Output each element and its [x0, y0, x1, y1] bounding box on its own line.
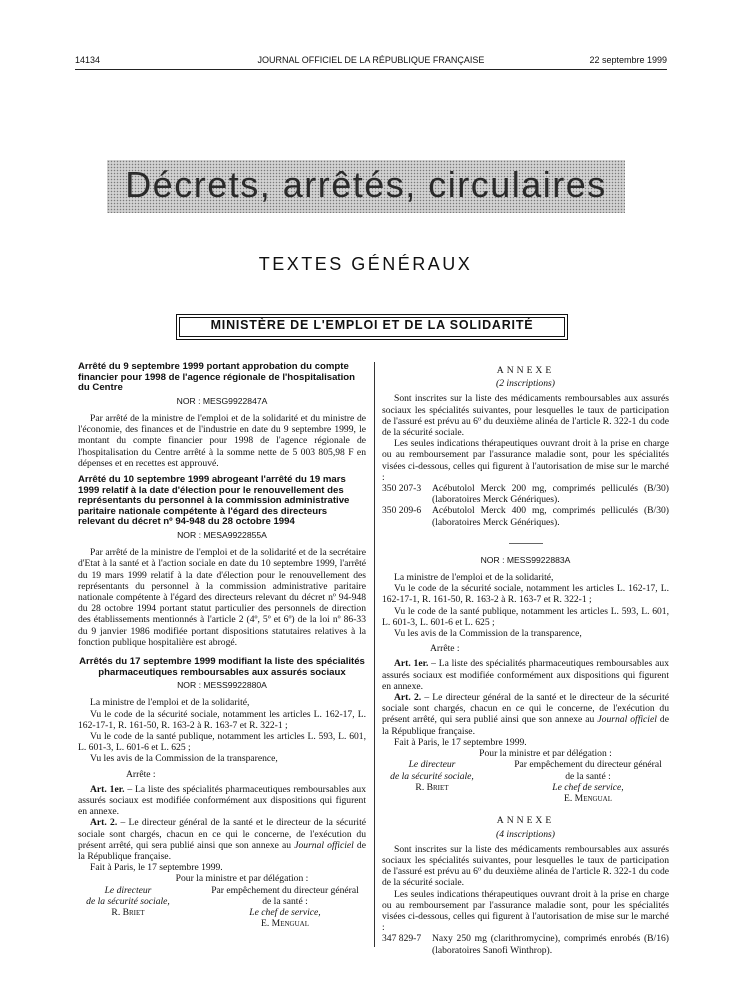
annex-count: (4 inscriptions)	[496, 828, 555, 840]
article-title: Arrêté du 9 septembre 1999 portant approbation du compte financier pour 1998 de l'agence régionale de l'hospitalisation du Centre	[78, 361, 355, 394]
article-label: Art. 2.	[394, 692, 422, 704]
preamble: La ministre de l'emploi et de la solidarité,	[90, 697, 250, 709]
article-2	[78, 817, 366, 862]
article-title: Arrêté du 10 septembre 1999 abrogeant l'arrêté du 19 mars 1999 relatif à la date d'élection pour le renouvellement des représentants du personnel à la commission administrative paritaire nationale compétente à l'égard des directeurs relevant du décret nº 94-948 du 28 octobre 1994	[78, 474, 350, 528]
article-label: Art. 1er.	[90, 783, 125, 795]
annex-title: ANNEXE	[496, 365, 555, 376]
section-banner	[107, 160, 625, 213]
section-title: TEXTES GÉNÉRAUX	[258, 254, 473, 274]
signatory-role: Le chef de service,	[552, 781, 624, 793]
signatory-role: de la sécurité sociale,	[86, 895, 170, 907]
signatory-name: R. Briet	[415, 781, 449, 793]
product-code: 350 209-6	[382, 505, 422, 517]
nor-reference: NOR : MESS9922883A	[480, 554, 571, 565]
signatory-role: Le directeur	[408, 759, 456, 771]
product-text: Naxy 250 mg (clarithromycine), comprimés enrobés (B/16) (laboratoires Sanofi Winthrop).	[432, 933, 669, 956]
issue-date: 22 septembre 1999	[589, 55, 667, 65]
signatory-role: Par empêchement du directeur général	[514, 759, 662, 771]
journal-title: JOURNAL OFFICIEL DE LA RÉPUBLIQUE FRANÇAISE	[257, 55, 485, 65]
visa: Vu le code de la santé publique, notamment les articles L. 593, L. 601, L. 601-3, L. 601-6 et L. 625 ;	[78, 731, 366, 754]
signatures	[78, 885, 366, 931]
signatory-name: E. Mengual	[564, 792, 612, 804]
visa: Vu le code de la sécurité sociale, notamment les articles L. 162-17, L. 162-17-1, R. 161-50, R. 163-2 à R. 163-7 et R. 322-1 ;	[382, 583, 669, 606]
banner-title: Décrets, arrêtés, circulaires	[125, 164, 607, 205]
delegation: Pour la ministre et par délégation :	[479, 748, 612, 760]
article-body: Par arrêté de la ministre de l'emploi et de la solidarité et de la secrétaire d'Etat à la santé et à l'action sociale en date du 10 septembre 1999, l'arrêté du 19 mars 1999 relatif à la date d'élection pour le renouvellement des représentants du personnel à la commission administrative paritaire nationale compétente à l'égard des directeurs relevant du décret nº 94-948 du 28 octobre 1994 portant statut particulier des personnels de direction des établissements mentionnés à l'article 2 (4º, 5º et 6º) de la loi nº 86-33 du 9 janvier 1986 modifiée portant dispositions statutaires relatives à la fonction publique hospitalière est abrogé.	[78, 547, 366, 648]
preamble: La ministre de l'emploi et de la solidarité,	[394, 572, 554, 584]
article-1	[382, 658, 669, 692]
ministry-name: MINISTÈRE DE L'EMPLOI ET DE LA SOLIDARITÉ	[210, 318, 534, 332]
article-text: de la République française.	[382, 714, 669, 737]
annex-count: (2 inscriptions)	[496, 378, 555, 390]
ministry-box	[176, 314, 568, 340]
visa: Vu le code de la sécurité sociale, notamment les articles L. 162-17, L. 162-17-1, R. 161-50, R. 163-2 à R. 163-7 et R. 322-1 ;	[78, 708, 366, 731]
left-column	[78, 362, 366, 931]
journal-reference: Journal officiel	[597, 714, 657, 726]
signatory-role: de la santé :	[262, 895, 308, 907]
annex-paragraph: Sont inscrites sur la liste des médicaments remboursables aux assurés sociaux les spécialités suivantes, pour lesquelles le taux de participation de l'assuré est prévu au 6º du deuxième alinéa de l'article R. 322-1 du code de la sécurité sociale.	[382, 393, 669, 439]
annex-paragraph: Les seules indications thérapeutiques ouvrant droit à la prise en charge ou au remboursement par l'assurance maladie sont, pour les spécialités visées ci-dessous, celles qui figurent à l'autorisation de mise sur le marché :	[382, 888, 669, 934]
product-text: Acébutolol Merck 400 mg, comprimés pelliculés (B/30) (laboratoires Merck Génériques).	[432, 505, 669, 528]
product-code: 350 207-3	[382, 483, 422, 495]
article-2	[382, 692, 669, 737]
place-date: Fait à Paris, le 17 septembre 1999.	[90, 862, 223, 874]
article-1	[78, 784, 366, 818]
page-header	[75, 55, 667, 67]
product-text: Acébutolol Merck 200 mg, comprimés pelliculés (B/30) (laboratoires Merck Génériques).	[432, 483, 669, 506]
page-number: 14134	[75, 55, 101, 65]
product-code: 347 829-7	[382, 933, 422, 945]
signatory-name: E. Mengual	[261, 918, 309, 930]
list-item	[382, 933, 669, 955]
article-text: – Le directeur général de la santé et le directeur de la sécurité sociale sont chargés, chacun en ce qui le concerne, de l'exécution du présent arrêté, qui sera publié ainsi que son annexe au	[382, 692, 670, 726]
annex-title: ANNEXE	[496, 815, 555, 827]
visa: Vu les avis de la Commission de la transparence,	[90, 753, 278, 765]
nor-reference: NOR : MESA9922855A	[177, 529, 267, 540]
column-divider	[374, 362, 375, 947]
delegation: Pour la ministre et par délégation :	[175, 873, 309, 885]
article-text: – La liste des spécialités pharmaceutiques remboursables aux assurés sociaux est modifiée conformément aux dispositions qui figurent en annexe.	[78, 783, 366, 818]
article-text: de la République française.	[78, 839, 366, 863]
nor-reference: NOR : MESS9922880A	[177, 680, 267, 691]
article-text: – La liste des spécialités pharmaceutiques remboursables aux assurés sociaux est modifiée conformément aux dispositions qui figurent en annexe.	[382, 658, 669, 692]
article-text: – Le directeur général de la santé et le directeur de la sécurité sociale sont chargés, chacun en ce qui le concerne, de l'exécution du présent arrêté, qui sera publié ainsi que son annexe au	[78, 817, 366, 851]
signatory-role: Par empêchement du directeur général	[211, 884, 359, 896]
list-item	[382, 505, 669, 527]
visa: Vu les avis de la Commission de la transparence,	[394, 628, 582, 640]
article-label: Art. 2.	[90, 817, 118, 829]
signatory-role: Le chef de service,	[249, 907, 321, 919]
signatory-role: de la sécurité sociale,	[390, 770, 474, 782]
right-column	[382, 365, 669, 956]
list-item	[382, 483, 669, 505]
header-rule	[75, 69, 667, 70]
separator-rule	[509, 542, 543, 545]
visa: Vu le code de la santé publique, notamment les articles L. 593, L. 601, L. 601-3, L. 601-6 et L. 625 ;	[382, 605, 669, 628]
signatory-role: Le directeur	[104, 884, 152, 896]
nor-reference: NOR : MESG9922847A	[176, 395, 268, 406]
article-label: Art. 1er.	[394, 658, 429, 670]
signatory-name: R. Briet	[111, 907, 145, 919]
decree-word: Arrête :	[430, 643, 460, 655]
annex-paragraph: Les seules indications thérapeutiques ouvrant droit à la prise en charge ou au remboursement par l'assurance maladie sont, pour les spécialités visées ci-dessous, celles qui figurent à l'autorisation de mise sur le marché :	[382, 438, 669, 483]
article-body: Par arrêté de la ministre de l'emploi et de la solidarité et du ministre de l'économie, des finances et de l'industrie en date du 9 septembre 1999, le montant du compte financier pour 1998 de l'agence régionale de l'hospitalisation du Centre arrêté à la somme nette de 5 003 805,98 F en dépenses et en recettes est approuvé.	[78, 412, 366, 469]
place-date: Fait à Paris, le 17 septembre 1999.	[394, 736, 527, 748]
journal-reference: Journal officiel	[294, 839, 354, 851]
annex-paragraph: Sont inscrites sur la liste des médicaments remboursables aux assurés sociaux les spécialités suivantes, pour lesquelles le taux de participation de l'assuré est prévu au 6º du deuxième alinéa de l'article R. 322-1 du code de la sécurité sociale.	[382, 843, 669, 889]
article-title: Arrêtés du 17 septembre 1999 modifiant la liste des spécialités pharmaceutiques remboursables aux assurés sociaux	[79, 656, 365, 678]
signatory-role: de la santé :	[565, 770, 611, 782]
signatures	[382, 759, 669, 805]
decree-word: Arrête :	[126, 768, 156, 780]
